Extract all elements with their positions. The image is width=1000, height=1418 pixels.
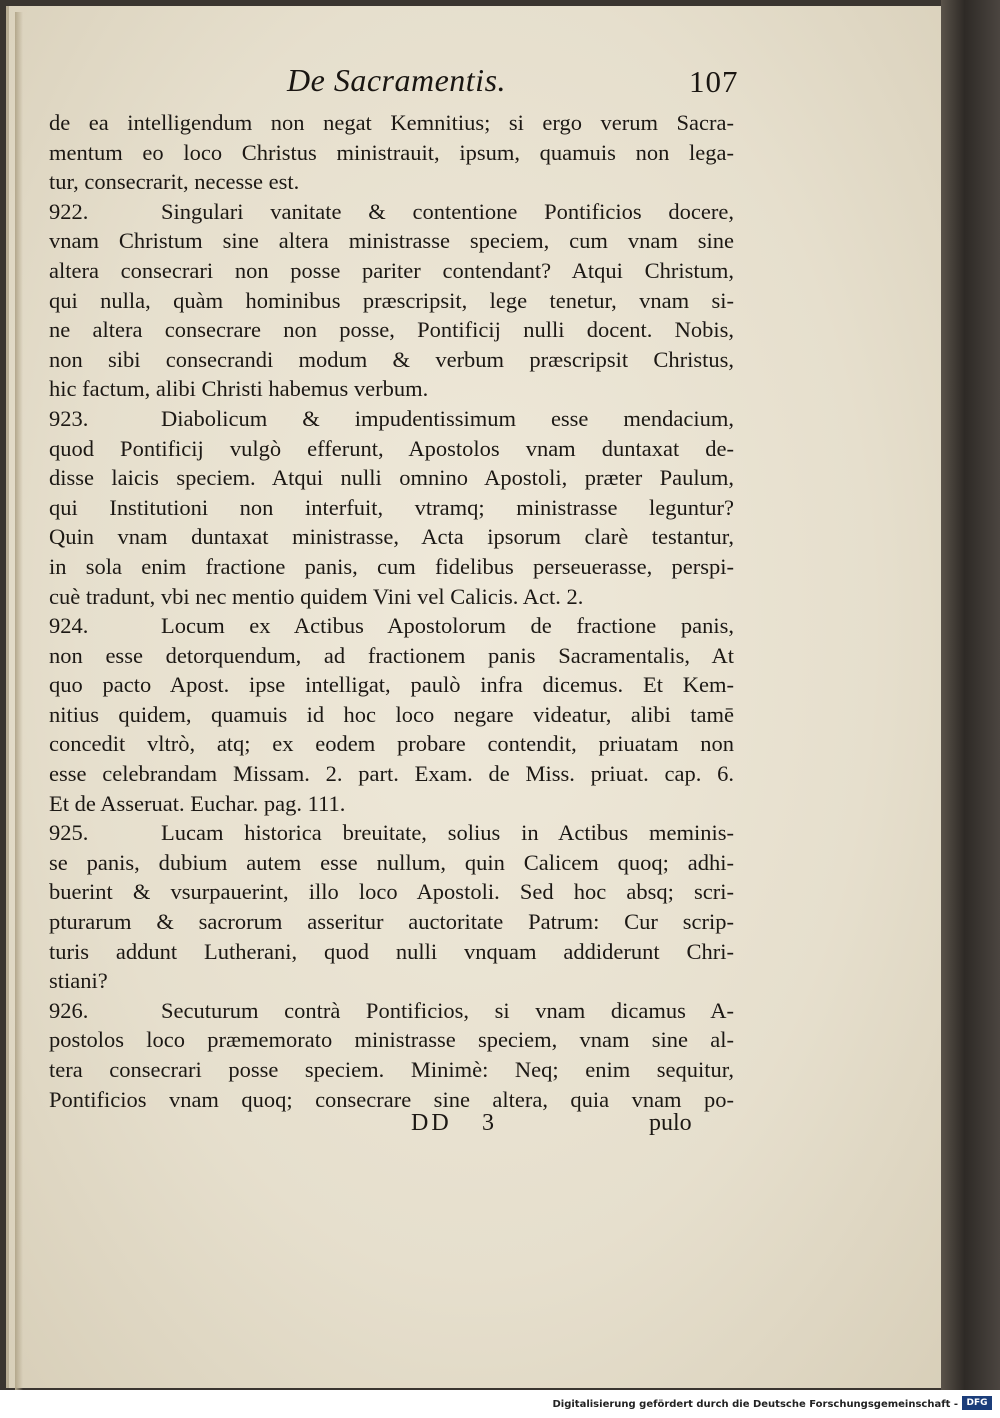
text-line: turis addunt Lutherani, quod nulli vnquam addiderunt Chri- [49, 938, 734, 964]
paragraph-number: 925. [49, 820, 89, 846]
text-line: pturarum & sacrorum asseritur auctoritate Patrum: Cur scrip- [49, 909, 734, 935]
text-line: Locum ex Actibus Apostolorum de fractione panis, [161, 613, 734, 639]
page-gutter-shadow [15, 12, 23, 1390]
paragraph-number: 923. [49, 405, 89, 431]
text-line: disse laicis speciem. Atqui nulli omnino Apostoli, præter Paulum, [49, 465, 734, 491]
signature-mark: DD [411, 1110, 452, 1136]
text-line: postolos loco præmemorato ministrasse speciem, vnam sine al- [49, 1027, 734, 1053]
book-page [6, 6, 944, 1388]
text-line: hic factum, alibi Christi habemus verbum. [49, 376, 429, 402]
text-line: qui Institutioni non interfuit, vtramq; ministrasse leguntur? [49, 494, 734, 520]
text-line: vnam Christum sine altera ministrasse speciem, cum vnam sine [49, 228, 734, 254]
text-line: in sola enim fractione panis, cum fidelibus perseuerasse, perspi- [49, 553, 734, 579]
text-line: de ea intelligendum non negat Kemnitius; si ergo verum Sacra- [49, 110, 734, 135]
text-line: mentum eo loco Christus ministrauit, ipsum, quamuis non lega- [49, 139, 734, 165]
text-line: Diabolicum & impudentissimum esse mendacium, [161, 405, 734, 431]
signature-number: 3 [482, 1110, 494, 1136]
text-line: Lucam historica breuitate, solius in Actibus meminis- [161, 820, 734, 846]
paragraph-925 [49, 818, 734, 996]
digitization-credit-bar [0, 1390, 1000, 1418]
text-line: cuè tradunt, vbi nec mentio quidem Vini vel Calicis. Act. 2. [49, 583, 584, 609]
text-line: Pontificios vnam quoq; consecrare sine altera, quia vnam po- [49, 1086, 734, 1112]
text-line: Quin vnam duntaxat ministrasse, Acta ipsorum clarè testantur, [49, 524, 734, 550]
text-line: nitius quidem, quamuis id hoc loco negare videatur, alibi tamē [49, 701, 734, 727]
paragraph-first-line [49, 996, 734, 1026]
credit-text: Digitalisierung gefördert durch die Deutsche Forschungsgemeinschaft - [552, 1399, 958, 1410]
text-line: se panis, dubium autem esse nullum, quin Calicem quoq; adhi- [49, 849, 734, 875]
paragraph-number: 926. [49, 997, 89, 1023]
running-head [9, 62, 944, 102]
text-line: Secuturum contrà Pontificios, si vnam dicamus A- [161, 997, 734, 1023]
text-line: non esse detorquendum, ad fractionem panis Sacramentalis, At [49, 642, 734, 668]
text-line: Et de Asseruat. Euchar. pag. 111. [49, 790, 346, 816]
catchword: pulo [649, 1110, 692, 1136]
text-line: altera consecrari non posse pariter contendant? Atqui Christum, [49, 257, 734, 283]
main-text [49, 108, 734, 1114]
paragraph-first-line [49, 611, 734, 641]
paragraph-number: 922. [49, 198, 89, 224]
page-footer [9, 1110, 944, 1144]
intro-block [49, 108, 734, 197]
text-line: tera consecrari posse speciem. Minimè: Neq; enim sequitur, [49, 1057, 734, 1082]
page-edge-shadow [941, 0, 1000, 1390]
text-line: qui nulla, quàm hominibus præscripsit, lege tenetur, vnam si- [49, 287, 734, 313]
paragraph-first-line [49, 404, 734, 434]
paragraph-926 [49, 996, 734, 1114]
text-line: tur, consecrarit, necesse est. [49, 169, 300, 195]
paragraph-922 [49, 197, 734, 404]
text-line: concedit vltrò, atq; ex eodem probare contendit, priuatam non [49, 731, 734, 757]
text-line: quo pacto Apost. ipse intelligat, paulò infra dicemus. Et Kem- [49, 672, 734, 698]
paragraph-first-line [49, 197, 734, 227]
paragraph-first-line [49, 818, 734, 848]
page-number: 107 [689, 64, 739, 99]
text-line: quod Pontificij vulgò efferunt, Apostolos vnam duntaxat de- [49, 435, 734, 461]
text-line: non sibi consecrandi modum & verbum præscripsit Christus, [49, 346, 734, 372]
text-line: stiani? [49, 968, 108, 994]
paragraph-number: 924. [49, 613, 89, 639]
paragraph-923 [49, 404, 734, 611]
dfg-logo: DFG [962, 1396, 992, 1410]
text-line: esse celebrandam Missam. 2. part. Exam. de Miss. priuat. cap. 6. [49, 761, 734, 787]
running-title: De Sacramentis. [287, 62, 507, 98]
paragraph-924 [49, 611, 734, 818]
text-line: buerint & vsurpauerint, illo loco Apostoli. Sed hoc absq; scri- [49, 879, 734, 905]
text-line: Singulari vanitate & contentione Pontificios docere, [161, 198, 734, 224]
text-line: ne altera consecrare non posse, Pontificij nulli docent. Nobis, [49, 317, 734, 343]
